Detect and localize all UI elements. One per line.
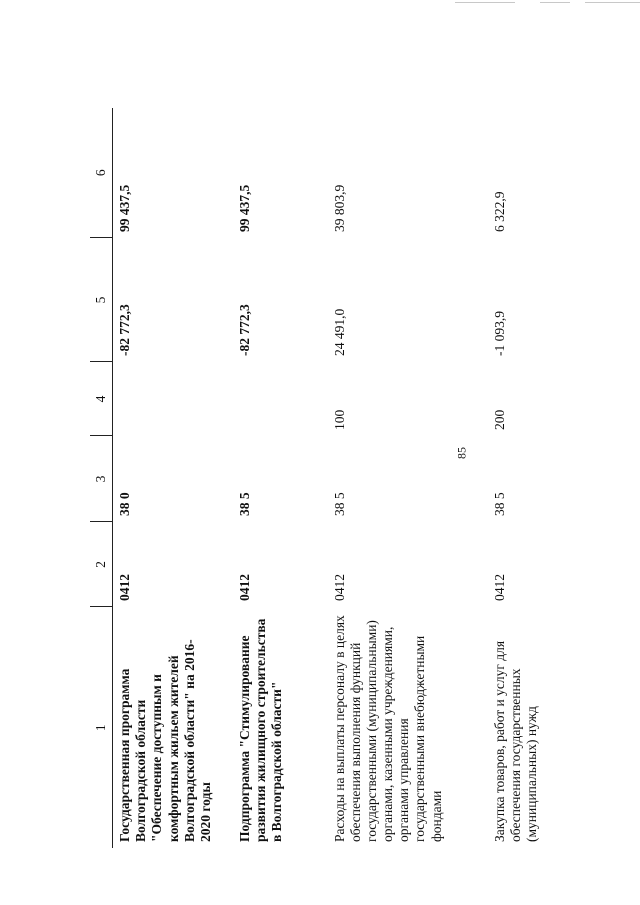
column-header: 1 (90, 607, 113, 848)
row-name: Государственная программа Волгоградской области "Обеспечение доступным и комфортным жильем жителей Волгоградской области" на 2016-2020 годы (117, 639, 213, 842)
amount-total: 99 437,5 (236, 184, 252, 232)
column-header: 2 (90, 522, 113, 607)
amount-change: -1 093,9 (491, 311, 507, 356)
column-header: 6 (90, 108, 113, 238)
table-row (113, 108, 233, 848)
page-number: 85 (454, 447, 469, 459)
expense-type (233, 362, 328, 436)
section-code: 0412 (331, 574, 347, 601)
section-code: 0412 (491, 574, 507, 601)
amount-change: -82 772,3 (236, 304, 252, 356)
row-name: Расходы на выплаты персоналу в целях обеспечения выполнения функций государственными (муниципальными) органами, казенными учреждениями, органами управления государственными внебюджетными фондами (331, 615, 444, 842)
program-code: 38 5 (491, 492, 507, 516)
row-name: Закупка товаров, работ и услуг для обеспечения государственных (муниципальных) нужд (491, 640, 539, 842)
column-header: 4 (90, 362, 113, 436)
amount-total: 6 322,9 (491, 191, 507, 232)
expense-type: 200 (491, 409, 507, 430)
row-name: Подпрограмма "Стимулирование развития жилищного строительства в Волгоградской области" (236, 618, 284, 842)
section-code: 0412 (117, 574, 132, 601)
scan-artifact-line (540, 2, 570, 3)
table-row (328, 108, 488, 848)
amount-total: 99 437,5 (117, 184, 132, 232)
program-code: 38 5 (236, 492, 252, 516)
budget-table (90, 108, 630, 848)
table-header-row (90, 108, 113, 848)
amount-total: 39 803,9 (331, 184, 347, 232)
amount-change: -82 772,3 (117, 304, 132, 356)
scan-artifact-line (585, 2, 640, 3)
expense-type: 100 (331, 409, 347, 430)
program-code: 38 5 (331, 492, 347, 516)
column-header: 3 (90, 436, 113, 522)
scan-artifact-line (455, 2, 515, 3)
table-row (233, 108, 328, 848)
rotated-table-container (90, 108, 630, 848)
amount-change: 24 491,0 (331, 308, 347, 356)
expense-type (113, 362, 233, 436)
column-header: 5 (90, 238, 113, 362)
table-row (488, 108, 631, 848)
program-code: 38 0 (117, 492, 132, 516)
section-code: 0412 (236, 574, 252, 601)
